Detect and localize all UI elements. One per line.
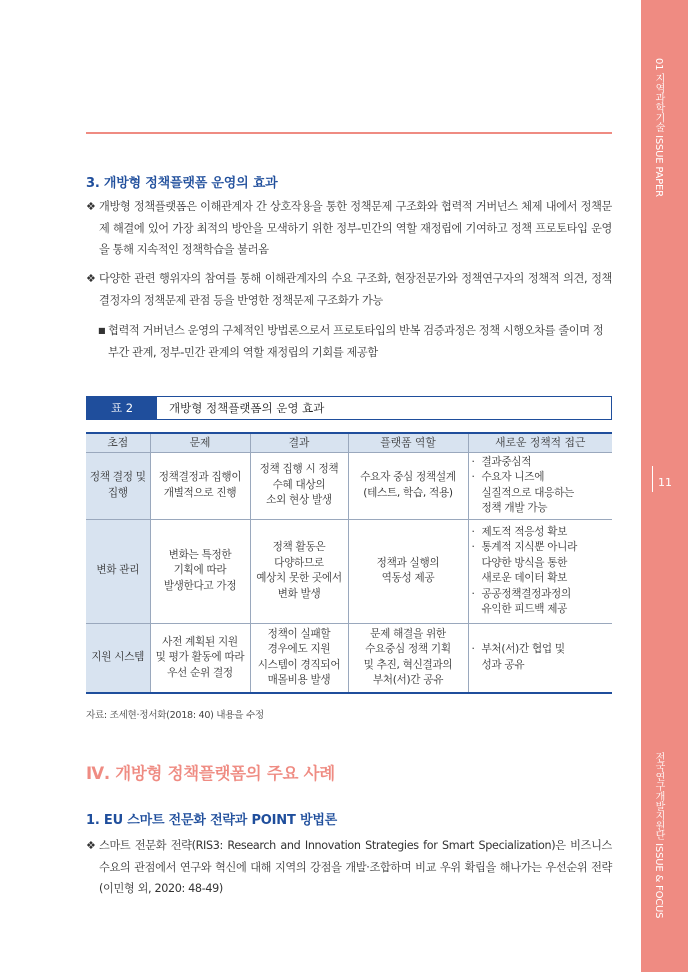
square-bullet-icon: ■ <box>98 326 106 335</box>
cell-problem <box>150 623 250 693</box>
dot-bullet-icon: · <box>471 587 475 600</box>
cell-line: 경우에도 지원 <box>267 643 331 656</box>
cell-line: 통계적 지식뿐 아니라 <box>481 541 578 553</box>
cell-result <box>250 452 348 519</box>
cell-line: 문제 해결을 위한 <box>370 627 446 640</box>
section3-bullet1 <box>86 196 612 261</box>
cell-line: 개별적으로 진행 <box>163 486 237 499</box>
section4-subheading: 1. EU 스마트 전문화 전략과 POINT 방법론 <box>86 813 338 828</box>
cell-focus <box>86 452 150 519</box>
approach-item <box>472 540 610 587</box>
table-title: 개방형 정책플랫폼의 운영 효과 <box>169 401 325 415</box>
cell-approach <box>468 452 612 519</box>
cell-line: 예상치 못한 곳에서 <box>256 572 342 584</box>
diamond-bullet-icon: ❖ <box>86 839 96 852</box>
approach-item <box>472 642 610 673</box>
cell-problem <box>150 452 250 519</box>
cell-line: 수요중심 정책 기획 <box>365 643 451 656</box>
cell-role <box>348 519 468 623</box>
cell-problem <box>150 519 250 623</box>
cell-line: 유익한 피드백 제공 <box>481 603 568 615</box>
cell-focus <box>86 519 150 623</box>
cell-line: 부처(서)간 공유 <box>372 674 444 687</box>
cell-line: 제도적 적응성 확보 <box>481 525 568 538</box>
section3-heading: 3. 개방형 정책플랫폼 운영의 효과 <box>86 176 278 191</box>
side-running-title: 01 지역과학기술 ISSUE PAPER <box>653 58 664 197</box>
bullet-text: 스마트 전문화 전략(RIS3: Research and Innovation Strategies for Smart Specialization)은 비즈니스 수요의 관점에서 연구와 혁신에 대해 지역의 강점을 개발·조합하며 비교 우위 확립을 해나가는 우선순위 전략(이민형 외, 2020: 48-49) <box>99 839 612 895</box>
cell-line: 변화 관리 <box>96 564 140 577</box>
cell-line: 다양하므로 <box>274 556 324 569</box>
header-result: 결과 <box>250 433 348 452</box>
cell-line: 지원 시스템 <box>91 651 145 663</box>
cell-line: 실질적으로 대응하는 <box>481 486 574 499</box>
dot-bullet-icon: · <box>471 525 475 538</box>
cell-line: 부처(서)간 협업 및 <box>481 643 565 656</box>
cell-line: 변화 발생 <box>277 587 321 600</box>
cell-line: 성과 공유 <box>481 658 525 671</box>
header-focus: 초점 <box>86 433 150 452</box>
cell-line: 정책 집행 시 정책 <box>259 463 339 476</box>
cell-line: 공공정책결정과정의 <box>481 587 571 600</box>
cell-line: 새로운 데이터 확보 <box>481 572 568 584</box>
cell-approach <box>468 519 612 623</box>
cell-line: 시스템이 경직되어 <box>257 658 341 671</box>
table-row <box>86 519 612 623</box>
cell-line: 정책 개발 가능 <box>481 502 548 514</box>
cell-line: 다양한 방식을 통한 <box>481 556 568 569</box>
header-role: 플랫폼 역할 <box>348 433 468 452</box>
table-caption <box>86 396 612 420</box>
approach-item <box>472 470 610 517</box>
cell-result <box>250 519 348 623</box>
top-rule <box>86 132 612 134</box>
table-row <box>86 452 612 519</box>
diamond-bullet-icon: ❖ <box>86 200 96 213</box>
header-approach: 새로운 정책적 접근 <box>468 433 612 452</box>
cell-line: 정책 활동은 <box>272 541 326 553</box>
header-problem: 문제 <box>150 433 250 452</box>
cell-line: 소외 현상 발생 <box>266 494 332 507</box>
dot-bullet-icon: · <box>471 471 475 483</box>
side-publisher-title: 전국연구개발지원단 ISSUE & FOCUS <box>653 752 664 919</box>
cell-focus <box>86 623 150 693</box>
effects-table <box>86 432 612 694</box>
cell-line: 및 평가 활동에 따라 <box>155 651 245 663</box>
cell-line: 결과중심적 <box>481 455 532 468</box>
cell-line: 역동성 제공 <box>381 572 435 584</box>
dot-bullet-icon: · <box>471 455 475 468</box>
table-number: 표 2 <box>87 397 157 419</box>
diamond-bullet-icon: ❖ <box>86 272 96 285</box>
cell-line: 수요자 니즈에 <box>481 471 545 483</box>
cell-line: 우선 순위 결정 <box>167 666 233 679</box>
cell-role <box>348 623 468 693</box>
cell-line: 기획에 따라 <box>173 564 227 577</box>
cell-approach <box>468 623 612 693</box>
cell-line: 및 추진, 혁신결과의 <box>363 658 453 671</box>
cell-line: (테스트, 학습, 적용) <box>363 486 453 499</box>
section4-bullet1 <box>86 835 612 900</box>
cell-role <box>348 452 468 519</box>
section3-sub-bullet <box>98 320 612 363</box>
cell-line: 수요자 중심 정책설계 <box>360 471 456 483</box>
section3-bullet2 <box>86 268 612 311</box>
approach-item <box>472 587 610 618</box>
page-number: 11 <box>658 476 672 489</box>
cell-line: 변화는 특정한 <box>168 548 232 561</box>
table-row <box>86 623 612 693</box>
cell-line: 정책이 실패할 <box>267 627 331 640</box>
cell-line: 정책 결정 및 <box>89 471 146 483</box>
table-source: 자료: 조세현·정서화(2018: 40) 내용을 수정 <box>86 710 264 721</box>
cell-line: 발생한다고 가정 <box>163 579 237 592</box>
cell-line: 사전 계획된 지원 <box>162 635 238 648</box>
cell-result <box>250 623 348 693</box>
approach-item <box>472 455 610 471</box>
cell-line: 수혜 대상의 <box>272 478 326 491</box>
cell-line: 정책과 실행의 <box>376 556 440 569</box>
bullet-text: 다양한 관련 행위자의 참여를 통해 이해관계자의 수요 구조화, 현장전문가와 정책연구자의 정책적 의견, 정책결정자의 정책문제 관점 등을 반영한 정책문제 구조화가 가능 <box>99 272 612 307</box>
table-header-row <box>86 433 612 452</box>
dot-bullet-icon: · <box>471 541 475 553</box>
cell-line: 매몰비용 발생 <box>267 674 331 687</box>
cell-line: 정책결정과 집행이 <box>158 471 242 483</box>
bullet-text: 개방형 정책플랫폼은 이해관계자 간 상호작용을 통한 정책문제 구조화와 협력적 거버넌스 체제 내에서 정책문제 해결에 있어 가장 최적의 방안을 모색하기 위한 정부-민간의 역할 재정립에 기여하고 정책 프로토타입 운영을 통해 지속적인 정책학습을 불러옴 <box>99 200 612 256</box>
sub-bullet-text: 협력적 거버넌스 운영의 구체적인 방법론으로서 프로토타입의 반복 검증과정은 정책 시행오차를 줄이며 정부간 관계, 정부-민간 관계의 역할 재정립의 기회를 제공함 <box>108 324 604 359</box>
cell-line: 집행 <box>107 486 128 499</box>
approach-item <box>472 525 610 541</box>
section4-heading: Ⅳ. 개방형 정책플랫폼의 주요 사례 <box>86 764 335 783</box>
dot-bullet-icon: · <box>471 643 475 656</box>
